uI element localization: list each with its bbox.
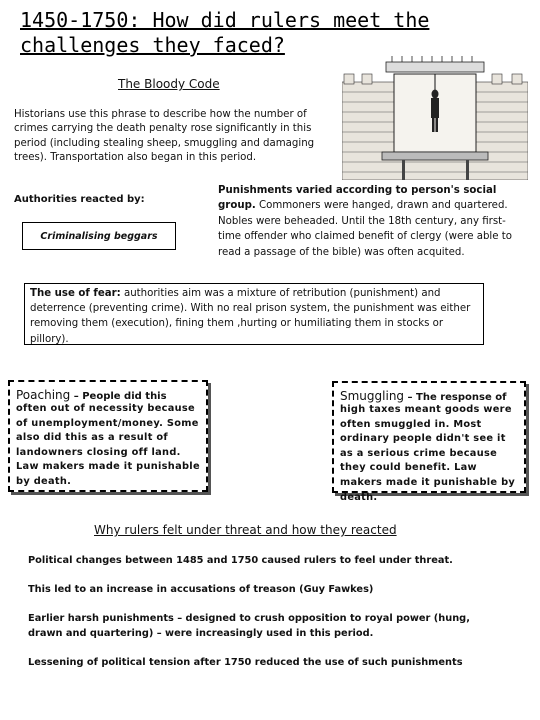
smuggling-box [332,381,526,503]
poaching-title: Poaching [16,388,71,402]
use-of-fear-box [24,283,484,345]
poaching-heading [16,388,200,402]
intro-paragraph: Historians use this phrase to describe how the number of crimes carrying the death penalty rose significantly in this period (including stealing sheep, smuggling and damaging trees). Transportation also began in this period. [14,109,315,164]
bullet-1: Political changes between 1485 and 1750 caused rulers to feel under threat. [28,555,453,566]
authorities-label: Authorities reacted by: [14,194,145,205]
punishments-paragraph [218,183,528,260]
punishments-lead: Punishments varied according to person's social group. [218,185,497,212]
bullet-3: Earlier harsh punishments – designed to crush opposition to royal power (hung, drawn and quartering) – were increasingly used in this period. [28,613,470,639]
punishments-text: Commoners were hanged, drawn and quartered. Nobles were beheaded. Until the 18th century, any first-time offender who claimed benefit of clergy (were able to read a passage of the bible) was often acquited. [218,200,512,258]
poaching-text: often out of necessity because of unemployment/money. Some also did this as a result of landowners closing off land. Law makers made it punishable by death. [16,403,200,487]
smuggling-lead-rest: – The response of [404,392,507,403]
why-heading: Why rulers felt under threat and how they reacted [94,523,397,537]
bullet-2: This led to an increase in accusations of treason (Guy Fawkes) [28,584,374,595]
page-title: 1450-1750: How did rulers meet the challenges they faced? [20,8,430,57]
smuggling-title: Smuggling [340,389,405,403]
poaching-box [8,380,208,492]
bullet-4: Lessening of political tension after 1750 reduced the use of such punishments [28,657,463,668]
bloody-code-heading: The Bloody Code [118,77,220,91]
criminalising-beggars-box [22,222,176,250]
smuggling-heading [340,389,518,403]
criminalising-beggars-text: Criminalising beggars [40,230,158,242]
fear-lead: The use of fear: [30,288,121,299]
poaching-lead-rest: – People did this [70,391,167,402]
fear-text: authorities aim was a mixture of retribution (punishment) and deterrence (preventing crime). With no real prison system, the punishment was either removing them (execution), fining them ,hurting or humiliating them in stocks or pillory). [30,288,471,345]
smuggling-text: high taxes meant goods were often smuggled in. Most ordinary people didn't see it as a serious crime because they could benefit. Law makers made it punishable by death. [340,404,516,503]
gallows-illustration [342,56,528,180]
